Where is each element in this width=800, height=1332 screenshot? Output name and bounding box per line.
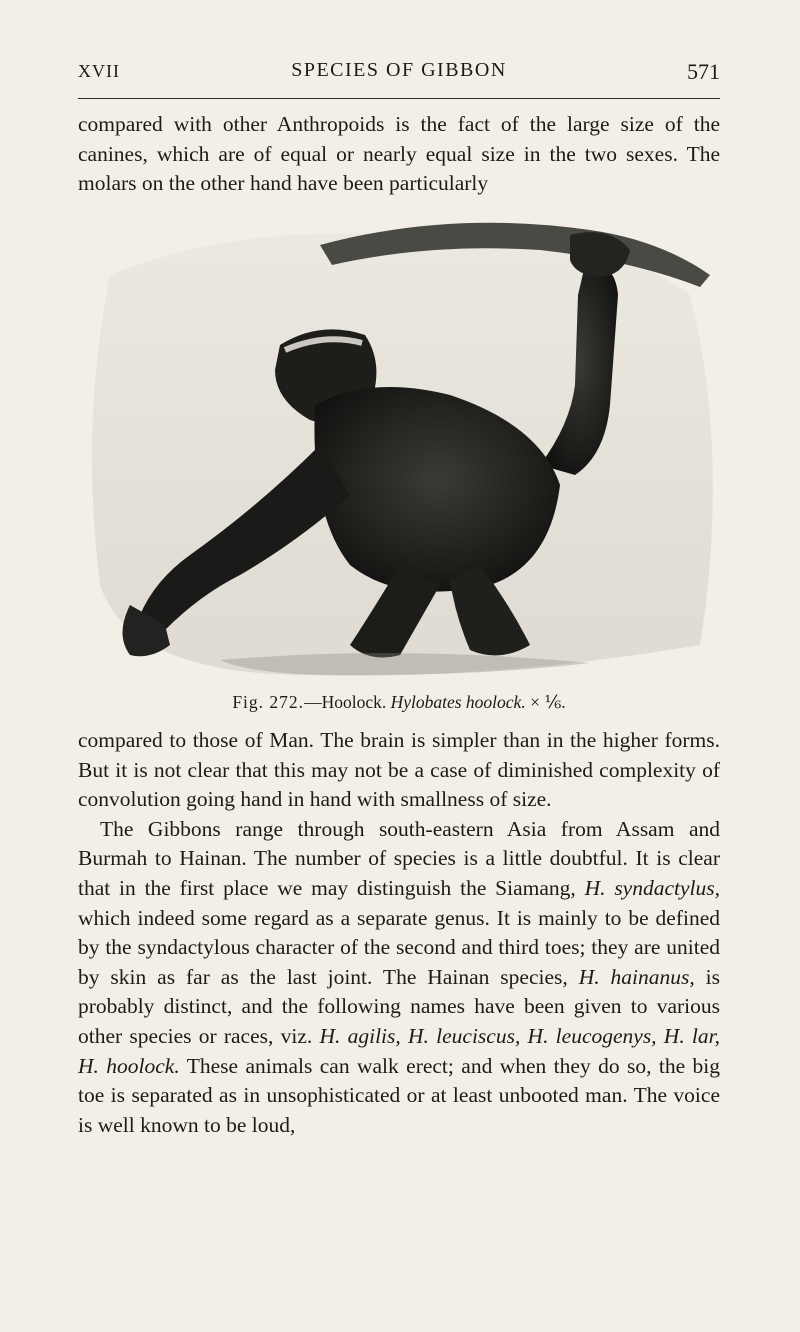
caption-label: Fig. 272. [232,692,305,712]
species-hainanus: H. hainanus, [578,964,695,989]
running-header [78,55,720,95]
figure-caption [78,692,720,713]
running-title: SPECIES OF GIBBON [291,59,507,81]
page-number: 571 [687,59,720,84]
text-run: is probably distinct, and the following names have been given to various other species or races, viz. [78,964,720,1048]
caption-scale: × ⅙. [530,692,566,712]
chapter-number: XVII [78,61,120,81]
header-rule [78,98,720,99]
body-text [78,726,720,1140]
species-list: H. agilis, H. leuciscus, H. leucogenys, H. lar, H. hoolock. [78,1023,721,1078]
paragraph-top [78,110,720,199]
gibbon-illustration [70,205,730,685]
text-run: The Gibbons range through south-eastern Asia from Assam and Burmah to Hainan. The number of species is a little doubtful. It is clear that in the first place we may distinguish the Siamang, [78,816,720,900]
paragraph-brain: compared to those of Man. The brain is simpler than in the higher forms. But it is not clear that this may not be a case of diminished complexity of convolution going hand in hand with smallness of size. [78,728,720,812]
text-run: These animals can walk erect; and when they do so, the big toe is separated as in unsophisticated or at least unbooted man. The voice is well known to be loud, [78,1053,720,1137]
species-siamang: H. syndactylus, [584,875,720,900]
text-run: which indeed some regard as a separate genus. It is mainly to be defined by the syndactylous character of the second and third toes; they are united by skin as far as the last joint. The Hainan species, [78,905,720,989]
caption-latin-name: Hylobates hoolock. [390,692,526,712]
caption-common-name: —Hoolock. [304,692,387,712]
paragraph-canines: compared with other Anthropoids is the fact of the large size of the canines, which are of equal or nearly equal size in the two sexes. The molars on the other hand have been particularly [78,112,720,196]
paragraph-gibbon-range [78,815,720,1141]
